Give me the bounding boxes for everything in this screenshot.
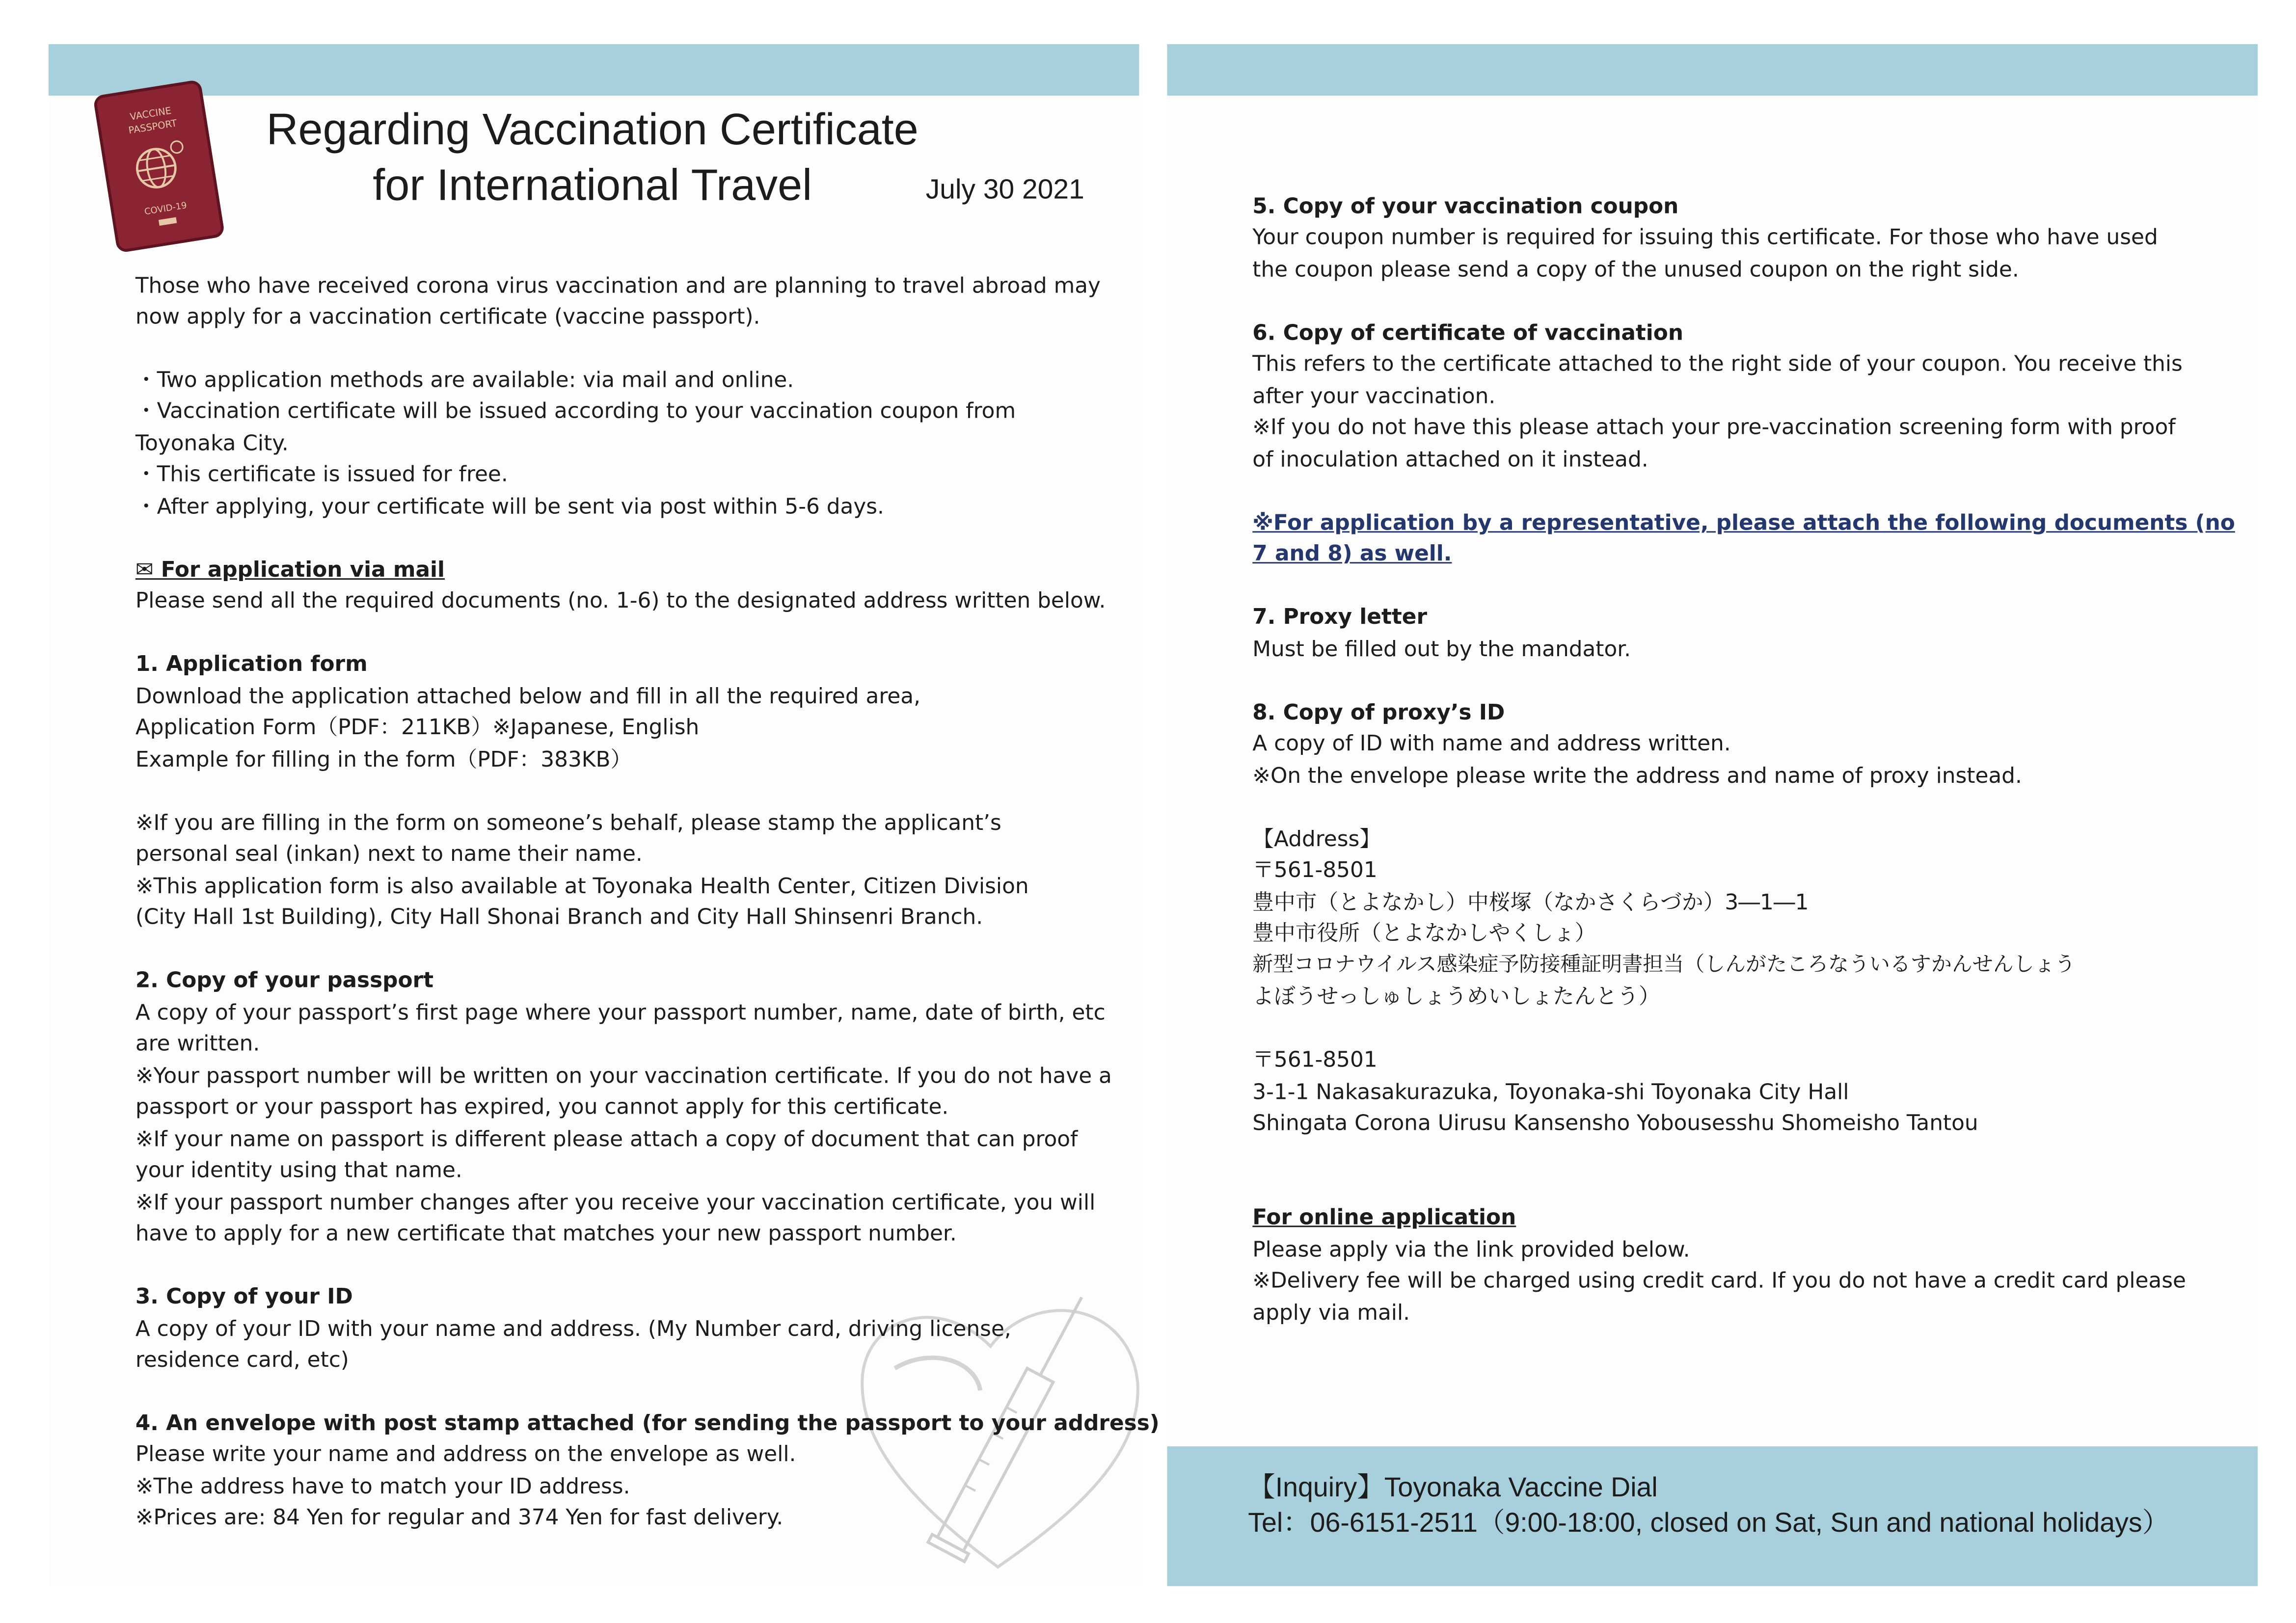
item7-heading: 7. Proxy letter [1252, 605, 1428, 630]
item1-application-form-link[interactable]: Application Form（PDF：211KB）※Japanese, English [135, 715, 700, 740]
item6-line-3: ※If you do not have this please attach your pre-vaccination screening form with proof [1252, 415, 2176, 440]
publish-date: July 30 2021 [925, 175, 1084, 206]
address-en-line-1: 3-1-1 Nakasakurazuka, Toyonaka-shi Toyonaka City Hall [1252, 1080, 1849, 1105]
address-jp-line-3: 新型コロナウイルス感染症予防接種証明書担当（しんがたころなういるすかんせんしょう [1252, 953, 2076, 977]
item3-line-1: A copy of your ID with your name and address. (My Number card, driving license, [135, 1317, 1011, 1342]
item2-line-7: ※If your passport number changes after you receive your vaccination certificate, you will [135, 1190, 1096, 1216]
online-line-1: Please apply via the link provided below. [1252, 1237, 1690, 1263]
item5-heading: 5. Copy of your vaccination coupon [1252, 194, 1679, 219]
item4-line-1: Please write your name and address on the envelope as well. [135, 1442, 796, 1467]
item5-line-1: Your coupon number is required for issuing this certificate. For those who have used [1252, 225, 2158, 250]
item2-line-6: your identity using that name. [135, 1158, 462, 1183]
item1-note-2: personal seal (inkan) next to name their name. [135, 841, 643, 867]
passport-icon-line1: VACCINE [129, 105, 172, 123]
inquiry-box [1167, 1446, 2258, 1586]
item6-heading: 6. Copy of certificate of vaccination [1252, 320, 1684, 346]
intro-line-1: Those who have received corona virus vaccination and are planning to travel abroad may [135, 273, 1101, 299]
item1-note-4: (City Hall 1st Building), City Hall Shonai Branch and City Hall Shinsenri Branch. [135, 905, 983, 930]
item1-example-form-link[interactable]: Example for filling in the form（PDF：383KB） [135, 747, 632, 772]
item7-line-1: Must be filled out by the mandator. [1252, 637, 1631, 663]
address-jp-line-4: よぼうせっしゅしょうめいしょたんとう） [1252, 984, 1660, 1010]
address-jp-line-1: 豊中市（とよなかし）中桜塚（なかさくらづか）3―1―1 [1252, 890, 1809, 915]
address-en-line-2: Shingata Corona Uirusu Kansensho Yobousesshu Shomeisho Tantou [1252, 1111, 1978, 1136]
bullet-line-4: ・This certificate is issued for free. [135, 462, 508, 487]
passport-icon-line3: COVID-19 [143, 200, 188, 217]
item2-line-2: are written. [135, 1031, 260, 1057]
mail-application-heading: ✉ For application via mail [135, 558, 445, 583]
item3-line-2: residence card, etc) [135, 1348, 349, 1373]
representative-documents-link-cont[interactable]: 7 and 8) as well. [1252, 541, 1452, 567]
address-jp-postcode: 〒561-8501 [1252, 857, 1378, 883]
page-title-line1: Regarding Vaccination Certificate [266, 106, 918, 155]
item2-heading: 2. Copy of your passport [135, 968, 434, 993]
item5-line-2: the coupon please send a copy of the unused coupon on the right side. [1252, 257, 2019, 283]
item8-heading: 8. Copy of proxy’s ID [1252, 700, 1505, 726]
item1-heading: 1. Application form [135, 652, 368, 677]
mail-application-text: Please send all the required documents (no. 1-6) to the designated address written below. [135, 588, 1106, 614]
item1-note-1: ※If you are filling in the form on someone’s behalf, please stamp the applicant’s [135, 810, 1001, 836]
bullet-line-2: ・Vaccination certificate will be issued according to your vaccination coupon from [135, 399, 1016, 424]
intro-line-2: now apply for a vaccination certificate (vaccine passport). [135, 304, 760, 330]
item3-heading: 3. Copy of your ID [135, 1284, 353, 1310]
inquiry-phone[interactable]: Tel：06-6151-2511（9:00-18:00, closed on Sat, Sun and national holidays） [1248, 1506, 2170, 1538]
item1-line-1: Download the application attached below and fill in all the required area, [135, 684, 921, 710]
address-en-postcode: 〒561-8501 [1252, 1047, 1378, 1073]
address-label: 【Address】 [1252, 826, 1381, 852]
item2-line-4: passport or your passport has expired, you cannot apply for this certificate. [135, 1094, 949, 1120]
item8-line-1: A copy of ID with name and address written. [1252, 731, 1731, 756]
item2-line-8: have to apply for a new certificate that matches your new passport number. [135, 1221, 957, 1247]
bullet-line-3: Toyonaka City. [135, 431, 289, 456]
item4-heading: 4. An envelope with post stamp attached (for sending the passport to your address) [135, 1411, 1160, 1437]
item1-note-3: ※This application form is also available at Toyonaka Health Center, Citizen Division [135, 874, 1029, 899]
page-title-line2: for International Travel [373, 161, 812, 211]
online-line-2: ※Delivery fee will be charged using credit card. If you do not have a credit card please [1252, 1268, 2186, 1294]
item2-line-1: A copy of your passport’s first page where your passport number, name, date of birth, etc [135, 1000, 1106, 1026]
bullet-line-5: ・After applying, your certificate will be sent via post within 5-6 days. [135, 494, 885, 520]
inquiry-title: 【Inquiry】Toyonaka Vaccine Dial [1248, 1471, 1658, 1502]
representative-documents-link[interactable]: ※For application by a representative, please attach the following documents (no [1252, 510, 2235, 536]
item2-line-5: ※If your name on passport is different please attach a copy of document that can proof [135, 1127, 1078, 1152]
item4-line-3: ※Prices are: 84 Yen for regular and 374 Yen for fast delivery. [135, 1505, 783, 1530]
address-jp-line-2: 豊中市役所（とよなかしやくしょ） [1252, 921, 1596, 946]
bullet-line-1: ・Two application methods are available: via mail and online. [135, 368, 794, 393]
online-application-heading: For online application [1252, 1205, 1516, 1230]
item6-line-2: after your vaccination. [1252, 384, 1496, 409]
item6-line-1: This refers to the certificate attached to the right side of your coupon. You receive this [1252, 351, 2183, 377]
passport-icon-line2: PASSPORT [128, 117, 178, 136]
right-header-bar [1167, 44, 2258, 96]
item6-line-4: of inoculation attached on it instead. [1252, 447, 1648, 473]
online-line-3: apply via mail. [1252, 1301, 1410, 1326]
item2-line-3: ※Your passport number will be written on your vaccination certificate. If you do not have a [135, 1064, 1112, 1089]
item8-line-2: ※On the envelope please write the address and name of proxy instead. [1252, 763, 2022, 789]
item4-line-2: ※The address have to match your ID address. [135, 1474, 630, 1499]
vaccine-passport-icon [85, 77, 233, 256]
